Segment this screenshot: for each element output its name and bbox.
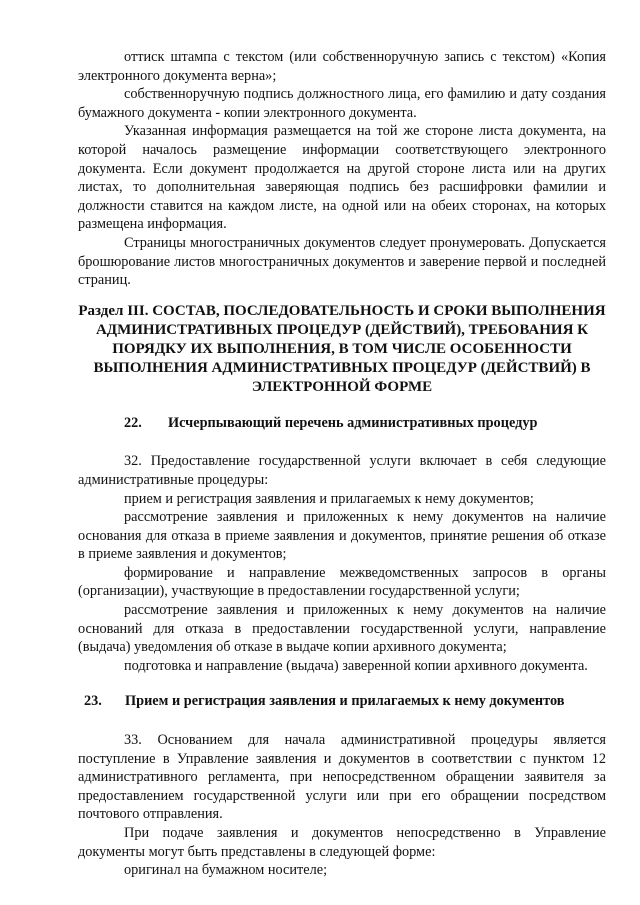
paragraph-signature: собственноручную подпись должностного лица, его фамилию и дату создания бумажного документа - копии электронного документа.	[78, 86, 606, 121]
paragraph-stamp: оттиск штампа с текстом (или собственноручную запись с текстом) «Копия электронного документа верна»;	[78, 49, 606, 84]
subsection-22-title: Исчерпывающий перечень административных процедур	[168, 414, 538, 431]
subsection-23-heading	[84, 692, 606, 711]
subsection-23-title: Прием и регистрация заявления и прилагаемых к нему документов	[125, 693, 565, 710]
list-item: формирование и направление межведомственных запросов в органы (организации), участвующие в предоставлении государственной услуги;	[78, 564, 606, 600]
paragraph-numbering: Страницы многостраничных документов следует пронумеровать. Допускается брошюрование листов многостраничных документов и заверение первой и последней страниц.	[78, 234, 606, 289]
list-item: оригинал на бумажном носителе;	[124, 862, 328, 879]
paragraph-33: 33. Основанием для начала административной процедуры является поступление в Управление заявления и документов в соответствии с пунктом 12 административного регламента, при непосредственном обращении заявителя за предоставлением государственной услуги или при его обращении посредством почтового отправления.	[78, 732, 606, 823]
section-title: Раздел III. СОСТАВ, ПОСЛЕДОВАТЕЛЬНОСТЬ И СРОКИ ВЫПОЛНЕНИЯ АДМИНИСТРАТИВНЫХ ПРОЦЕДУР (ДЕЙСТВИЙ), ТРЕБОВАНИЯ К ПОРЯДКУ ИХ ВЫПОЛНЕНИЯ, В ТОМ ЧИСЛЕ ОСОБЕННОСТИ ВЫПОЛНЕНИЯ АДМИНИСТРАТИВНЫХ ПРОЦЕДУР (ДЕЙСТВИЙ) В ЭЛЕКТРОННОЙ ФОРМЕ	[78, 302, 606, 395]
paragraph-32: 32. Предоставление государственной услуги включает в себя следующие административные процедуры:	[78, 453, 606, 488]
subsection-22-heading	[124, 414, 606, 433]
list-item: рассмотрение заявления и приложенных к нему документов на наличие оснований для отказа в предоставлении государственной услуги, направление (выдача) уведомления об отказе в выдаче копии архивного документа;	[78, 602, 606, 656]
subsection-22-number: 22.	[124, 414, 142, 431]
document-page	[78, 48, 606, 880]
paragraph-placement: Указанная информация размещается на той же стороне листа документа, на которой началось размещение информации соответствующего электронного документа. Если документ продолжается на другой стороне листа или на других листах, то дополнительная заверяющая подпись без расшифровки фамилии и должности ставится на каждом листе, на одной или на обеих сторонах, на которых размещена информация.	[78, 123, 606, 233]
list-item: рассмотрение заявления и приложенных к нему документов на наличие основания для отказа в приеме заявления и документов, принятие решения об отказе в приеме заявления и документов;	[78, 509, 606, 563]
subsection-23-number: 23.	[84, 693, 102, 710]
list-item: подготовка и направление (выдача) заверенной копии архивного документа.	[124, 657, 588, 674]
list-item: прием и регистрация заявления и прилагаемых к нему документов;	[124, 490, 534, 507]
paragraph-submission: При подаче заявления и документов непосредственно в Управление документы могут быть представлены в следующей форме:	[78, 825, 606, 860]
